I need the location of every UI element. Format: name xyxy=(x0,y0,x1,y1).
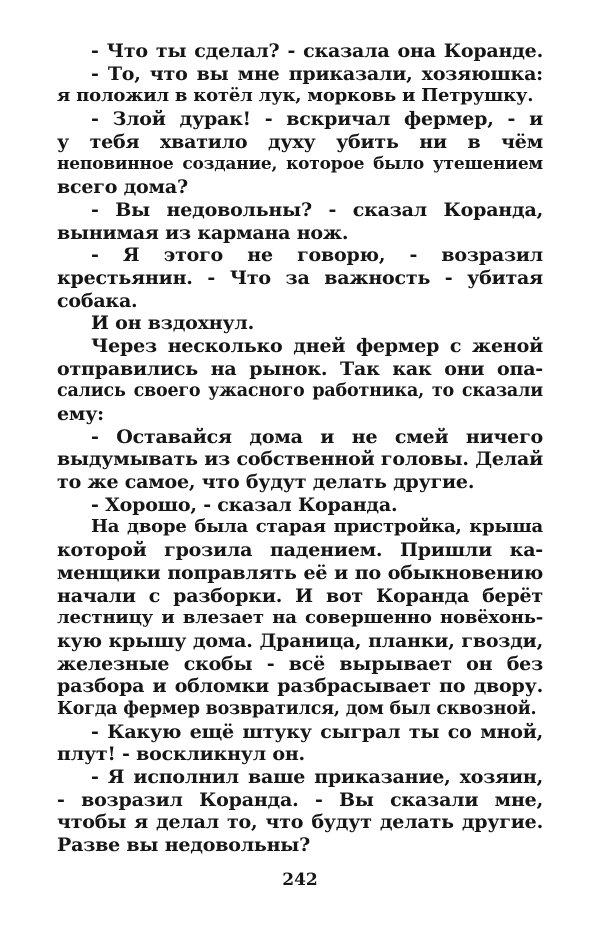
text-line: - Я этого не говорю, - возразил xyxy=(91,244,543,267)
text-line: крестьянин. - Что за важность - убитая xyxy=(57,266,543,289)
text-line: кую крышу дома. Драница, планки, гвозди, xyxy=(57,629,543,652)
text-line: вынимая из кармана нож. xyxy=(57,221,349,244)
text-line: начали с разборки. И вот Коранда берёт xyxy=(57,584,543,607)
text-line: менщики поправлять её и по обыкновению xyxy=(57,561,543,584)
text-line: неповинное создание, которое было утешением xyxy=(57,154,543,175)
text-line: - Вы недовольны? - сказал Коранда, xyxy=(91,198,543,221)
text-line: - возразил Коранда. - Вы сказали мне, xyxy=(57,788,543,811)
body-text xyxy=(57,40,543,857)
text-line: разбора и обломки разбрасывает по двору. xyxy=(57,675,543,698)
text-line: Когда фермер возвратился, дом был сквозной. xyxy=(57,698,537,719)
text-line: - Оставайся дома и не смей ничего xyxy=(91,425,543,448)
text-line: - Хорошо, - сказал Коранда. xyxy=(91,493,398,516)
text-line: у тебя хватило духу убить ни в чём xyxy=(57,130,543,153)
text-line: И он вздохнул. xyxy=(91,312,255,335)
text-line: чтобы я делал то, что будут делать другие. xyxy=(57,811,543,834)
text-line: отправились на рынок. Так как они опа- xyxy=(57,357,543,380)
text-line: лестницу и влезает на совершенно новёхонь- xyxy=(57,607,543,629)
text-line: Через несколько дней фермер с женой xyxy=(91,334,543,357)
text-line: то же самое, что будут делать другие. xyxy=(57,471,475,494)
text-line: - То, что вы мне приказали, хозяюшка: xyxy=(91,62,543,85)
text-line: - Что ты сделал? - сказала она Коранде. xyxy=(91,40,543,62)
text-line: Разве вы недовольны? xyxy=(57,834,311,857)
text-line: - Злой дурак! - вскричал фермер, - и xyxy=(91,108,543,131)
text-line: железные скобы - всё вырывает он без xyxy=(57,652,543,675)
text-line: На дворе была старая пристройка, крыша xyxy=(91,516,543,538)
text-line: плут! - воскликнул он. xyxy=(57,743,305,766)
text-line: всего дома? xyxy=(57,176,188,199)
text-line: которой грозила падением. Пришли ка- xyxy=(57,539,543,562)
text-line: сались своего ужасного работника, то сказали xyxy=(57,381,543,402)
text-line: ему: xyxy=(57,403,104,425)
text-line: - Я исполнил ваше приказание, хозяин, xyxy=(91,766,543,788)
text-line: я положил в котёл лук, морковь и Петрушку. xyxy=(57,85,534,107)
page-number: 242 xyxy=(282,870,318,890)
text-line: - Какую ещё штуку сыграл ты со мной, xyxy=(91,720,543,743)
text-line: собака. xyxy=(57,289,138,312)
text-line: выдумывать из собственной головы. Делай xyxy=(57,448,543,471)
